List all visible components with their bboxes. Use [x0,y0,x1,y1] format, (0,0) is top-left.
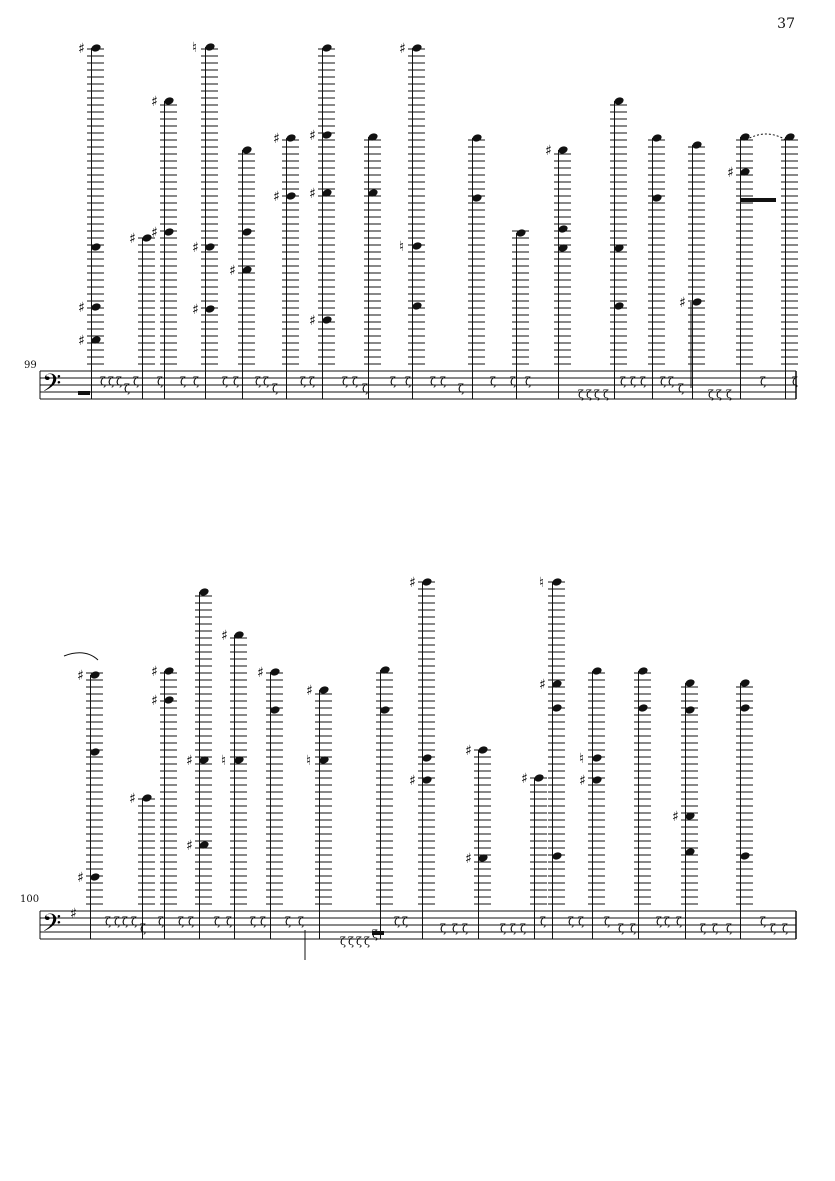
sharp-icon: ♯ [77,668,84,684]
sharp-icon: ♯ [129,231,136,247]
note-head [637,666,648,676]
note-head [321,43,332,53]
note-head [591,753,602,763]
notes-layer [78,40,798,401]
note-head [515,228,526,238]
rest-icon: ζ [188,915,194,928]
note-head [533,773,544,783]
note-head [204,242,215,252]
rest-icon: ζ [178,915,184,928]
note-head [285,133,296,143]
sharp-icon: ♯ [521,771,528,787]
rest-icon: ζ [656,915,662,928]
sharp-icon: ♯ [129,791,136,807]
tie [746,134,786,140]
rest-icon: ζ [726,922,732,935]
note-head [477,745,488,755]
page-number: 37 [777,16,795,32]
rest-icon: ζ [260,915,266,928]
note-head [684,705,695,715]
sharp-icon: ♯ [151,225,158,241]
sharp-icon: ♯ [78,300,85,316]
rest-icon: ζ [222,375,228,388]
rest-icon: ζ [340,935,346,948]
rest-icon: ζ [510,375,516,388]
rest-icon: ζ [263,375,269,388]
sharp-icon: ♯ [309,313,316,329]
sharp-icon: ♯ [221,628,228,644]
note-head [421,753,432,763]
rest-icon: ζ [364,935,370,948]
rest-icon: ζ [131,915,137,928]
rest-icon: ζ [226,915,232,928]
rest-icon: ζ [700,922,706,935]
note-head [163,666,174,676]
sharp-icon: ♯ [273,189,280,205]
rest-icon: ζ [233,375,239,388]
note-head [163,96,174,106]
note-head [411,241,422,251]
note-head [691,297,702,307]
rest-icon: ζ [140,922,146,935]
rest-icon: ζ [452,922,458,935]
sharp-icon: ♯ [399,41,406,57]
rest-icon: ζ [122,915,128,928]
music-system-1 [0,0,835,430]
note-head [204,42,215,52]
measure-number-100: 100 [20,894,40,905]
rest-icon: ζ [586,388,592,401]
sharp-icon: ♯ [672,809,679,825]
note-head [691,140,702,150]
note-head [204,304,215,314]
sharp-icon: ♯ [465,851,472,867]
note-head [739,703,750,713]
note-head [651,133,662,143]
rest-icon: ζ [390,375,396,388]
natural-icon: ♮ [399,239,405,255]
rest-icon: ζ [402,915,408,928]
note-head [684,678,695,688]
note-head [241,145,252,155]
sharp-icon: ♯ [679,295,686,311]
natural-icon: ♮ [192,40,198,56]
sharp-icon: ♯ [273,131,280,147]
sharp-icon: ♯ [309,186,316,202]
rest-icon: ζ [716,388,722,401]
rest-icon: ζ [792,375,798,388]
rest-icon: ζ [712,922,718,935]
note-head [637,703,648,713]
note-head [421,775,432,785]
bass-clef-icon: 𝄢 [42,369,62,404]
rest-icon: ζ [255,375,261,388]
rest-icon: ζ [462,922,468,935]
sharp-icon: ♯ [257,665,264,681]
rest-icon: ζ [342,375,348,388]
rest-icon: ζ [124,382,130,395]
sharp-icon: ♯ [186,753,193,769]
sharp-icon: ♯ [306,683,313,699]
note-head [411,301,422,311]
rest-icon: ζ [300,375,306,388]
rest-icon: ζ [618,922,624,935]
note-head [591,666,602,676]
rest-icon: ζ [105,915,111,928]
rest-icon: ζ [660,375,666,388]
rest-icon: ζ [760,915,766,928]
rest-icon: ζ [510,922,516,935]
note-head [421,577,432,587]
sharp-icon: ♯ [186,838,193,854]
beam [740,198,776,202]
note-head [321,315,332,325]
sharp-icon: ♯ [151,94,158,110]
rest-icon: ζ [440,922,446,935]
note-head [90,302,101,312]
note-head [551,703,562,713]
note-head [141,793,152,803]
rest-icon: ζ [630,922,636,935]
rest-icon: ζ [158,915,164,928]
rest-icon: ζ [568,915,574,928]
rest-icon: ζ [760,375,766,388]
bass-clef-icon: 𝄢 [42,909,62,944]
rest-icon: ζ [770,922,776,935]
rest-icon: ζ [668,375,674,388]
rest-icon: ζ [114,915,120,928]
note-head [613,301,624,311]
rest-icon: ζ [520,922,526,935]
sharp-icon: ♯ [229,263,236,279]
rest-icon: ζ [356,935,362,948]
rest-icon: ζ [678,382,684,395]
slur [64,653,98,660]
sharp-icon: ♯ [192,240,199,256]
rest-icon: ζ [620,375,626,388]
rest-icon: ζ [630,375,636,388]
sharp-icon: ♯ [409,773,416,789]
note-head [163,695,174,705]
rest-icon: ζ [500,922,506,935]
rest-icon: ζ [394,915,400,928]
rest-icon: ζ [726,388,732,401]
note-head [551,577,562,587]
sharp-icon: ♯ [465,743,472,759]
rest-icon: ζ [578,915,584,928]
rest-icon: ζ [490,375,496,388]
rest-icon: ζ [578,388,584,401]
sharp-icon: ♯ [409,575,416,591]
rest-icon: ζ [285,915,291,928]
rest-icon: ζ [458,382,464,395]
rest-icon: ζ [430,375,436,388]
note-head [591,775,602,785]
music-system-2 [0,560,835,980]
sharp-icon: ♯ [579,773,586,789]
note-head [739,678,750,688]
note-head [241,227,252,237]
note-head [651,193,662,203]
rest-icon: ζ [664,915,670,928]
sharp-icon: ♯ [192,302,199,318]
half-rest [78,391,90,395]
rest-icon: ζ [272,382,278,395]
natural-icon: ♮ [306,753,312,769]
note-head [269,667,280,677]
rest-icon: ζ [352,375,358,388]
measure-number-99: 99 [24,360,37,371]
rest-icon: ζ [362,382,368,395]
note-head [89,872,100,882]
note-head [613,96,624,106]
notes-layer [64,575,788,960]
rest-icon: ζ [193,375,199,388]
rest-icon: ζ [100,375,106,388]
note-head [379,705,390,715]
sharp-icon: ♯ [78,41,85,57]
rest-icon: ζ [540,915,546,928]
note-head [90,43,101,53]
rest-icon: ζ [676,915,682,928]
note-head [90,242,101,252]
rest-icon: ζ [782,922,788,935]
sharp-icon: ♯ [151,664,158,680]
sharp-icon: ♯ [78,333,85,349]
note-head [321,130,332,140]
sharp-icon: ♯ [151,693,158,709]
note-head [557,224,568,234]
rest-icon: ζ [298,915,304,928]
note-head [318,685,329,695]
sharp-icon: ♯ [309,128,316,144]
note-head [471,133,482,143]
natural-icon: ♮ [579,751,585,767]
note-head [411,43,422,53]
note-head [269,705,280,715]
note-head [285,191,296,201]
rest-icon: ζ [603,388,609,401]
rest-icon: ζ [214,915,220,928]
note-head [198,587,209,597]
note-head [89,670,100,680]
rest-icon: ζ [157,375,163,388]
rest-icon: ζ [309,375,315,388]
rest-icon: ζ [594,388,600,401]
sharp-icon: ♯ [545,143,552,159]
rest-icon: ζ [250,915,256,928]
sharp-icon: ♯ [77,870,84,886]
rest-icon: ζ [440,375,446,388]
rest-icon: ζ [640,375,646,388]
note-head [739,851,750,861]
natural-icon: ♮ [221,753,227,769]
sharp-icon: ♯ [539,677,546,693]
rest-icon: ζ [116,375,122,388]
rest-icon: ζ [180,375,186,388]
note-head [89,747,100,757]
note-head [163,227,174,237]
rest-icon: ζ [348,935,354,948]
key-signature-sharp-icon: ♯ [70,906,77,922]
rest-icon: ζ [604,915,610,928]
note-head [551,851,562,861]
sharp-icon: ♯ [727,165,734,181]
rest-icon: ζ [525,375,531,388]
natural-icon: ♮ [539,575,545,591]
note-head [557,145,568,155]
staff-lines [40,911,796,939]
half-rest [372,931,384,935]
rest-icon: ζ [708,388,714,401]
note-head [471,193,482,203]
rest-icon: ζ [405,375,411,388]
rest-icon: ζ [108,375,114,388]
rest-icon: ζ [133,375,139,388]
